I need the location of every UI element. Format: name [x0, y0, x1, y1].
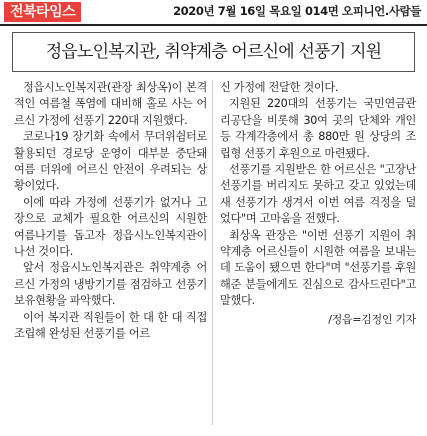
- article-column-left: [14, 80, 207, 343]
- paragraph: 앞서 정읍시노인복지관은 취약계층 어르신 가정의 냉방기기를 점검하고 선풍기 보유현황을 파악했다.: [14, 261, 207, 308]
- paragraph: 이에 따라 가정에 선풍기가 없거나 고장으로 교체가 필요한 어르신의 시원한 여름나기를 돕고자 정읍시노인복지관이 나선 것이다.: [14, 195, 207, 259]
- paragraph: 코로나19 장기화 속에서 무더위쉼터로 활용되던 경로당 운영이 대부분 중단돼 여름 더위에 어르신 안전이 우려되는 상황이었다.: [14, 130, 207, 193]
- newspaper-logo: 전북타임스: [4, 2, 81, 22]
- masthead-rule: [0, 24, 427, 26]
- dateline: 2020년 7월 16일 목요일 014면 오피니언.사람들: [173, 4, 421, 18]
- article-column-right: [220, 80, 416, 328]
- paragraph: 선풍기를 지원받은 한 어르신은 "고장난 선풍기를 버리지도 못하고 갖고 있었는데 새 선풍기가 생겨서 이번 여름 걱정을 덜었다"며 고마움을 전했다.: [220, 163, 416, 226]
- column-divider: [212, 80, 213, 425]
- paragraph: 지원된 220대의 선풍기는 국민연금관리공단을 비롯해 30여 곳의 단체와 개인 등 각계각층에서 총 880만 원 상당의 조립형 선풍기 후원으로 마련됐다.: [220, 97, 416, 160]
- masthead: [0, 0, 427, 22]
- article-headline: 정읍노인복지관, 취약계층 어르신에 선풍기 지원: [45, 42, 382, 62]
- paragraph: 정읍시노인복지관(관장 최상옥)이 본격적인 여름철 폭염에 대비해 홀로 사는 어르신 가정에 선풍기 220대 지원했다.: [14, 81, 207, 127]
- paragraph: 최상옥 관장은 "이번 선풍기 지원이 취약계층 어르신들이 시원한 여름을 보내는 데 도움이 됐으면 한다"며 "선풍기를 후원해준 분들에게도 진심으로 감사드린다"고 말했다.: [220, 228, 416, 308]
- paragraph: 이어 복지관 직원들이 한 대 한 대 직접 조립해 완성된 선풍기를 어르: [14, 310, 207, 341]
- byline: /정읍=김정인 기자: [328, 312, 416, 326]
- paragraph: 신 가정에 전달한 것이다.: [220, 81, 339, 94]
- headline-box: [12, 32, 415, 72]
